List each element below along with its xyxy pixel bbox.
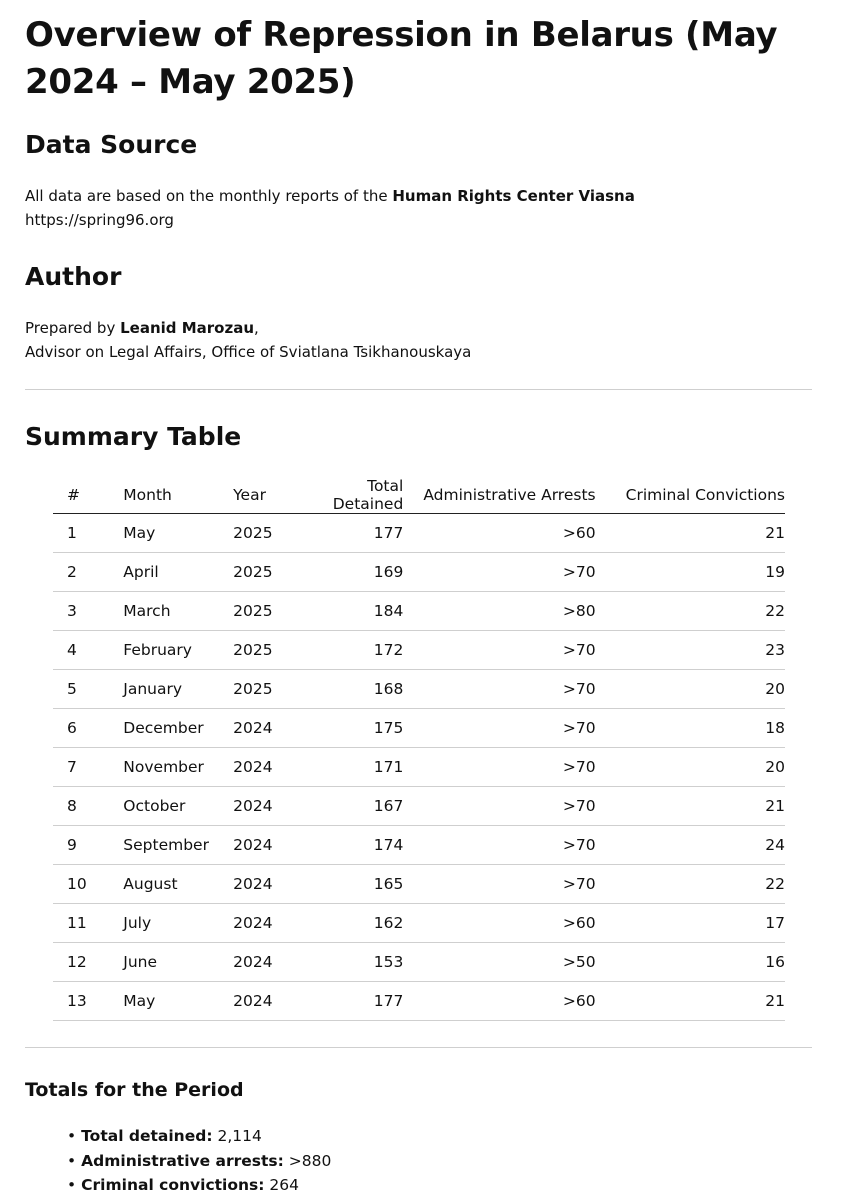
- table-row: [53, 787, 785, 826]
- cell-month: January: [123, 670, 233, 709]
- cell-month: December: [123, 709, 233, 748]
- cell-month: November: [123, 748, 233, 787]
- cell-administrative-arrests: >70: [403, 553, 595, 592]
- cell-criminal-convictions: 23: [596, 631, 785, 670]
- cell-year: 2024: [233, 748, 292, 787]
- cell-month: May: [123, 514, 233, 553]
- data-source-prefix: All data are based on the monthly reports of the: [25, 187, 393, 205]
- cell-administrative-arrests: >70: [403, 748, 595, 787]
- cell-criminal-convictions: 20: [596, 670, 785, 709]
- table-row: [53, 865, 785, 904]
- cell-month: August: [123, 865, 233, 904]
- cell-number: 4: [53, 631, 123, 670]
- cell-criminal-convictions: 17: [596, 904, 785, 943]
- cell-number: 11: [53, 904, 123, 943]
- col-header-criminal-convictions: Criminal Convictions: [596, 477, 785, 514]
- list-item: [67, 1173, 331, 1198]
- cell-number: 12: [53, 943, 123, 982]
- cell-number: 2: [53, 553, 123, 592]
- cell-total-detained: 174: [292, 826, 403, 865]
- totals-value: 2,114: [217, 1127, 262, 1145]
- totals-label: Administrative arrests:: [81, 1151, 284, 1170]
- divider-top: [25, 389, 812, 390]
- data-source-heading: Data Source: [25, 130, 198, 159]
- cell-criminal-convictions: 21: [596, 982, 785, 1021]
- totals-heading: Totals for the Period: [25, 1079, 244, 1101]
- cell-administrative-arrests: >60: [403, 982, 595, 1021]
- cell-year: 2024: [233, 826, 292, 865]
- totals-list: [67, 1124, 331, 1198]
- cell-number: 9: [53, 826, 123, 865]
- cell-number: 13: [53, 982, 123, 1021]
- col-header-total-detained: Total Detained: [292, 477, 403, 514]
- cell-year: 2024: [233, 709, 292, 748]
- cell-total-detained: 167: [292, 787, 403, 826]
- cell-criminal-convictions: 22: [596, 592, 785, 631]
- cell-month: March: [123, 592, 233, 631]
- table-row: [53, 943, 785, 982]
- cell-administrative-arrests: >70: [403, 865, 595, 904]
- author-prefix: Prepared by: [25, 319, 121, 337]
- col-header-number: #: [53, 477, 123, 514]
- cell-total-detained: 168: [292, 670, 403, 709]
- cell-administrative-arrests: >70: [403, 709, 595, 748]
- cell-criminal-convictions: 21: [596, 787, 785, 826]
- cell-total-detained: 177: [292, 514, 403, 553]
- cell-criminal-convictions: 19: [596, 553, 785, 592]
- cell-total-detained: 175: [292, 709, 403, 748]
- table-row: [53, 826, 785, 865]
- cell-total-detained: 177: [292, 982, 403, 1021]
- cell-total-detained: 172: [292, 631, 403, 670]
- cell-administrative-arrests: >60: [403, 514, 595, 553]
- data-source-url: https://spring96.org: [25, 211, 174, 229]
- cell-year: 2024: [233, 982, 292, 1021]
- table-row: [53, 514, 785, 553]
- totals-value: >880: [288, 1151, 332, 1170]
- author-role: Advisor on Legal Affairs, Office of Sviatlana Tsikhanouskaya: [25, 343, 472, 361]
- cell-number: 1: [53, 514, 123, 553]
- table-row: [53, 748, 785, 787]
- cell-month: April: [123, 553, 233, 592]
- summary-table-heading: Summary Table: [25, 422, 242, 451]
- cell-month: July: [123, 904, 233, 943]
- cell-year: 2024: [233, 865, 292, 904]
- cell-administrative-arrests: >70: [403, 787, 595, 826]
- col-header-year: Year: [233, 477, 292, 514]
- table-row: [53, 670, 785, 709]
- col-header-month: Month: [123, 477, 233, 514]
- totals-value: 264: [269, 1176, 299, 1194]
- cell-total-detained: 184: [292, 592, 403, 631]
- cell-number: 6: [53, 709, 123, 748]
- cell-year: 2024: [233, 943, 292, 982]
- table-row: [53, 592, 785, 631]
- list-item: [67, 1124, 331, 1149]
- cell-criminal-convictions: 18: [596, 709, 785, 748]
- cell-criminal-convictions: 20: [596, 748, 785, 787]
- cell-administrative-arrests: >60: [403, 904, 595, 943]
- table-row: [53, 553, 785, 592]
- cell-number: 7: [53, 748, 123, 787]
- cell-number: 10: [53, 865, 123, 904]
- author-suffix: ,: [254, 319, 259, 337]
- cell-month: February: [123, 631, 233, 670]
- cell-administrative-arrests: >70: [403, 670, 595, 709]
- author-name: Leanid Marozau: [120, 319, 255, 337]
- cell-year: 2024: [233, 904, 292, 943]
- divider-bottom: [25, 1047, 812, 1048]
- cell-year: 2025: [233, 670, 292, 709]
- cell-month: September: [123, 826, 233, 865]
- cell-year: 2025: [233, 631, 292, 670]
- cell-criminal-convictions: 16: [596, 943, 785, 982]
- cell-total-detained: 169: [292, 553, 403, 592]
- cell-criminal-convictions: 24: [596, 826, 785, 865]
- author-text: [25, 316, 471, 364]
- page-title: Overview of Repression in Belarus (May 2024 – May 2025): [25, 15, 778, 102]
- cell-month: June: [123, 943, 233, 982]
- list-item: [67, 1149, 331, 1174]
- author-heading: Author: [25, 262, 122, 291]
- cell-administrative-arrests: >70: [403, 826, 595, 865]
- cell-year: 2025: [233, 592, 292, 631]
- col-header-administrative-arrests: Administrative Arrests: [403, 477, 595, 514]
- cell-month: May: [123, 982, 233, 1021]
- totals-label: Total detained:: [81, 1127, 213, 1145]
- cell-month: October: [123, 787, 233, 826]
- cell-total-detained: 153: [292, 943, 403, 982]
- cell-year: 2024: [233, 787, 292, 826]
- totals-label: Criminal convictions:: [81, 1176, 265, 1194]
- cell-administrative-arrests: >50: [403, 943, 595, 982]
- cell-year: 2025: [233, 553, 292, 592]
- cell-total-detained: 171: [292, 748, 403, 787]
- cell-total-detained: 165: [292, 865, 403, 904]
- cell-criminal-convictions: 21: [596, 514, 785, 553]
- data-source-text: [25, 184, 635, 232]
- table-row: [53, 631, 785, 670]
- cell-total-detained: 162: [292, 904, 403, 943]
- cell-criminal-convictions: 22: [596, 865, 785, 904]
- cell-number: 5: [53, 670, 123, 709]
- cell-year: 2025: [233, 514, 292, 553]
- table-row: [53, 904, 785, 943]
- cell-administrative-arrests: >70: [403, 631, 595, 670]
- table-header-row: [53, 477, 785, 514]
- cell-number: 3: [53, 592, 123, 631]
- table-row: [53, 982, 785, 1021]
- cell-number: 8: [53, 787, 123, 826]
- data-source-org: Human Rights Center Viasna: [392, 187, 635, 205]
- summary-table: [53, 477, 785, 1021]
- cell-administrative-arrests: >80: [403, 592, 595, 631]
- table-row: [53, 709, 785, 748]
